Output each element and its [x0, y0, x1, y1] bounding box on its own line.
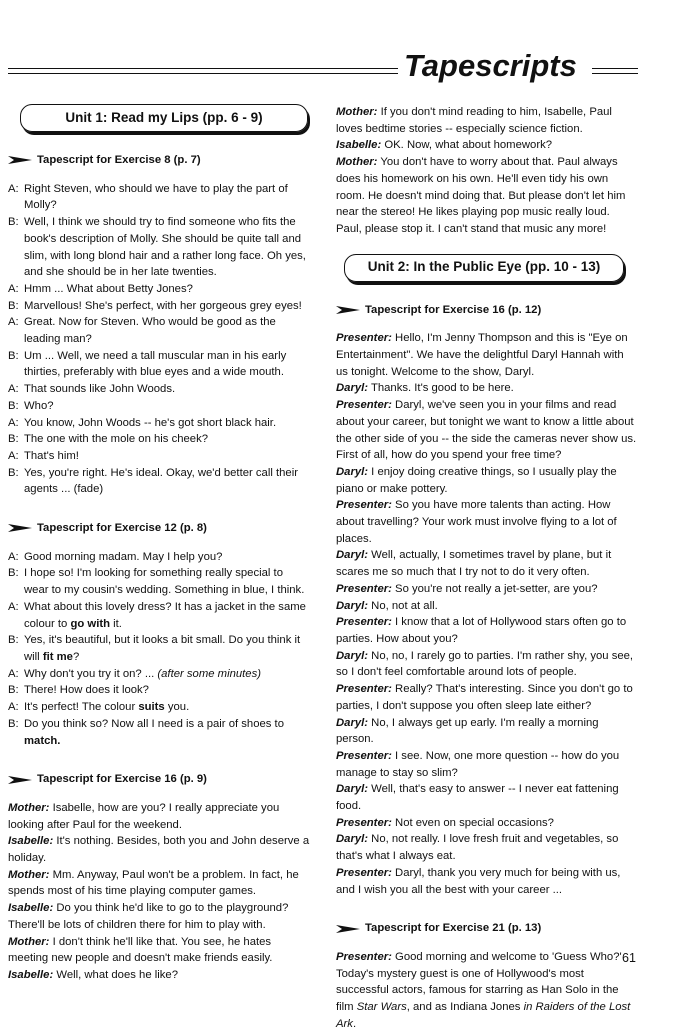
speaker-label: Daryl: [336, 599, 369, 612]
unit-1-heading: Unit 1: Read my Lips (pp. 6 - 9) [20, 104, 308, 132]
dialogue-line [336, 715, 638, 748]
line-text: I know that a lot of Hollywood stars often go to parties. How about you? [336, 616, 627, 645]
line-text: So you're not really a jet-setter, are you? [395, 582, 598, 595]
line-text: That sounds like John Woods. [24, 383, 176, 396]
line-text: Do you think he'd like to go to the playground? There'll be lots of children there for him to play with. [8, 902, 289, 931]
dialogue-line [8, 900, 310, 933]
dialogue-line [336, 137, 638, 154]
speaker-label: Mother: [336, 106, 378, 118]
exercise-16-interview [336, 330, 638, 898]
dialogue-line [8, 214, 310, 281]
dialogue-line [336, 581, 638, 598]
dialogue-line [336, 397, 638, 464]
page-title: Tapescripts [404, 48, 577, 83]
exercise-21-text: Presenter: Good morning and welcome to 'Guess Who?' Today's mystery guest is one of Hollywood's most successful actors, famous for starring as Han Solo in the film Star Wars, and as Indiana Jones in Raiders of the Lost Ark. [336, 950, 631, 1030]
line-text: You don't have to worry about that. Paul always does his homework on his own. He'll even tidy his own room. He doesn't mind doing that. But please don't let him near the stereo! He likes playing pop music really loud. Paul, please stop it. I can't stand that music any more! [336, 156, 626, 235]
line-text: I enjoy doing creative things, so I usually play the piano or make pottery. [336, 465, 617, 495]
dialogue-line [336, 781, 638, 814]
speaker-label: A: [8, 182, 19, 195]
speaker-label: A: [8, 416, 19, 429]
exercise-16-dialogue [8, 800, 310, 984]
speaker-label: Daryl: [336, 833, 369, 846]
speaker-label: Daryl: [336, 716, 369, 729]
left-column [8, 104, 310, 984]
line-text: Daryl, thank you very much for being with us, and I wish you all the best with your career ... [336, 866, 621, 896]
dialogue-line [336, 464, 638, 497]
line-text: Well, what does he like? [56, 968, 178, 981]
page-number: 61 [622, 951, 636, 965]
line-text: No, no, I rarely go to parties. I'm rather shy, you see, so I don't feel comfortable around lots of people. [336, 649, 634, 679]
dialogue-line [8, 448, 310, 465]
title-rule-right [592, 68, 638, 74]
speaker-label: B: [8, 299, 19, 312]
line-text: No, not at all. [371, 599, 438, 612]
speaker-label: Mother: [8, 868, 50, 881]
line-text: Great. Now for Steven. Who would be good as the leading man? [24, 316, 276, 346]
dialogue-line [8, 181, 310, 214]
speaker-label: Presenter: [336, 399, 392, 412]
speaker-label: Daryl: [336, 465, 369, 478]
speaker-label: Presenter: [336, 866, 392, 879]
speaker-label: Presenter: [336, 816, 392, 829]
speaker-label: Presenter: [336, 683, 392, 696]
line-text: Not even on special occasions? [395, 816, 554, 829]
line-text: It's nothing. Besides, both you and John deserve a holiday. [8, 835, 310, 865]
dialogue-line [336, 831, 638, 864]
exercise-heading: Tapescript for Exercise 16 (p. 12) [336, 302, 638, 319]
speaker-label: Presenter: [336, 499, 392, 512]
line-text: Really? That's interesting. Since you don't go to parties, I don't suppose you often sleep late either? [336, 683, 633, 712]
line-text: The one with the mole on his cheek? [24, 433, 208, 446]
dialogue-line [8, 415, 310, 432]
dialogue-line [8, 314, 310, 347]
dialogue-line [8, 800, 310, 833]
speaker-label: A: [8, 383, 19, 396]
speaker-label: B: [8, 399, 19, 412]
dialogue-line [336, 154, 638, 238]
arrow-icon [336, 305, 360, 315]
speaker-label: Isabelle: [8, 968, 54, 981]
line-text: Well, I think we should try to find someone who fits the book's description of Molly. She should be quite tall and slim, with long blond hair and a rather long face. Oh yes, and she should be in her late twenties. [24, 216, 306, 279]
exercise-heading: Tapescript for Exercise 12 (p. 8) [8, 520, 310, 537]
dialogue-line [8, 281, 310, 298]
dialogue-line: A: What about this lovely dress? It has a jacket in the same colour to go with it. [8, 600, 306, 630]
speaker-label: Isabelle: [8, 835, 54, 848]
dialogue-line [8, 465, 310, 498]
speaker-label: B: [8, 216, 19, 229]
line-text: Who? [24, 399, 54, 412]
speaker-label: A: [8, 449, 19, 462]
exercise-8-dialogue [8, 181, 310, 498]
dialogue-line [336, 598, 638, 615]
dialogue-line: B: Yes, it's beautiful, but it looks a bit small. Do you think it will fit me? [8, 634, 301, 663]
line-text: Right Steven, who should we have to play the part of Molly? [24, 182, 288, 212]
line-text: Hmm ... What about Betty Jones? [24, 282, 193, 295]
dialogue-line [336, 815, 638, 832]
dialogue-line: A: Why don't you try it on? ... (after some minutes) [8, 667, 261, 680]
speaker-label: Daryl: [336, 649, 369, 662]
line-text: No, not really. I love fresh fruit and vegetables, so that's what I always eat. [336, 833, 619, 863]
dialogue-line: B: I hope so! I'm looking for something really special to wear to my cousin's wedding. Something in blue, I think. [8, 567, 305, 597]
line-text: You know, John Woods -- he's got short black hair. [24, 416, 277, 429]
title-rule-left [8, 68, 398, 74]
speaker-label: B: [8, 349, 19, 362]
exercise-heading: Tapescript for Exercise 16 (p. 9) [8, 771, 310, 788]
exercise-16-continued [336, 104, 638, 238]
line-text: Daryl, we've seen you in your films and read about your career, but tonight we want to know a little about the other side of you -- the side the cameras never show us. First of all, how do you spend your free time? [336, 399, 637, 462]
dialogue-line [336, 104, 638, 137]
speaker-label: Daryl: [336, 549, 369, 562]
dialogue-line [336, 865, 638, 898]
line-text: OK. Now, what about homework? [384, 139, 553, 152]
line-text: Marvellous! She's perfect, with her gorgeous grey eyes! [24, 299, 302, 312]
dialogue-line [336, 648, 638, 681]
page-title-bar [0, 48, 700, 88]
speaker-label: Presenter: [336, 749, 392, 762]
dialogue-line [8, 833, 310, 866]
dialogue-line [336, 380, 638, 397]
line-text: No, I always get up early. I'm really a morning person. [336, 716, 599, 746]
dialogue-line [8, 967, 310, 984]
dialogue-line [8, 381, 310, 398]
speaker-label: Isabelle: [8, 902, 54, 915]
right-column [336, 104, 638, 1032]
line-text: Um ... Well, we need a tall muscular man in his early thirties, preferably with blue eyes and a wide mouth. [24, 349, 287, 379]
speaker-label: Presenter: [336, 582, 392, 595]
line-text: Thanks. It's good to be here. [370, 382, 514, 395]
line-text: Hello, I'm Jenny Thompson and this is "Eye on Entertainment". We have the delightful Daryl Hannah with us tonight. Welcome to the show, Daryl. [336, 332, 628, 378]
dialogue-line [8, 348, 310, 381]
dialogue-line [336, 330, 638, 380]
dialogue-line: B: There! How does it look? [8, 684, 149, 697]
dialogue-line [336, 681, 638, 714]
dialogue-line [336, 547, 638, 580]
line-text: Mm. Anyway, Paul won't be a problem. In fact, he spends most of his time playing computer games. [8, 868, 299, 898]
dialogue-line: A: Good morning madam. May I help you? [8, 550, 223, 563]
exercise-heading: Tapescript for Exercise 8 (p. 7) [8, 152, 310, 169]
speaker-label: Daryl: [336, 783, 369, 796]
line-text: So you have more talents than acting. How about travelling? Your work must involve flying to a lot of places. [336, 499, 617, 545]
speaker-label: A: [8, 282, 19, 295]
line-text: Well, that's easy to answer -- I never eat fattening food. [336, 783, 619, 813]
speaker-label: Mother: [336, 156, 378, 169]
exercise-heading: Tapescript for Exercise 21 (p. 13) [336, 920, 638, 937]
speaker-label: Mother: [8, 935, 50, 948]
speaker-label: A: [8, 316, 19, 329]
line-text: Well, actually, I sometimes travel by plane, but it scares me so much that I try not to do it very often. [336, 549, 612, 579]
dialogue-line: B: Do you think so? Now all I need is a pair of shoes to match. [8, 717, 284, 747]
speaker-label: B: [8, 466, 19, 479]
dialogue-line [336, 614, 638, 647]
speaker-label: Presenter: [336, 332, 392, 345]
speaker-label: Mother: [8, 801, 50, 814]
line-text: Yes, you're right. He's ideal. Okay, we'd better call their agents ... (fade) [24, 466, 298, 496]
line-text: Isabelle, how are you? I really appreciate you looking after Paul for the weekend. [8, 801, 280, 831]
dialogue-line [8, 298, 310, 315]
speaker-label: Isabelle: [336, 139, 382, 152]
line-text: I don't think he'll like that. You see, he hates meeting new people and doesn't make friends easily. [8, 935, 273, 965]
exercise-12-dialogue [8, 549, 310, 749]
dialogue-line [8, 867, 310, 900]
speaker-label: B: [8, 433, 19, 446]
arrow-icon [336, 924, 360, 934]
dialogue-line [8, 934, 310, 967]
dialogue-line [336, 748, 638, 781]
unit-2-heading: Unit 2: In the Public Eye (pp. 10 - 13) [344, 254, 624, 282]
dialogue-line: A: It's perfect! The colour suits you. [8, 701, 190, 714]
speaker-label: Daryl: [336, 382, 369, 395]
line-text: That's him! [24, 449, 79, 462]
speaker-label: Presenter: [336, 616, 392, 629]
line-text: If you don't mind reading to him, Isabelle, Paul loves bedtime stories -- especially science fiction. [336, 106, 612, 135]
arrow-icon [8, 775, 32, 785]
dialogue-line [336, 497, 638, 547]
dialogue-line [8, 398, 310, 415]
line-text: I see. Now, one more question -- how do you manage to stay so slim? [336, 749, 620, 779]
arrow-icon [8, 523, 32, 533]
dialogue-line [8, 431, 310, 448]
arrow-icon [8, 155, 32, 165]
